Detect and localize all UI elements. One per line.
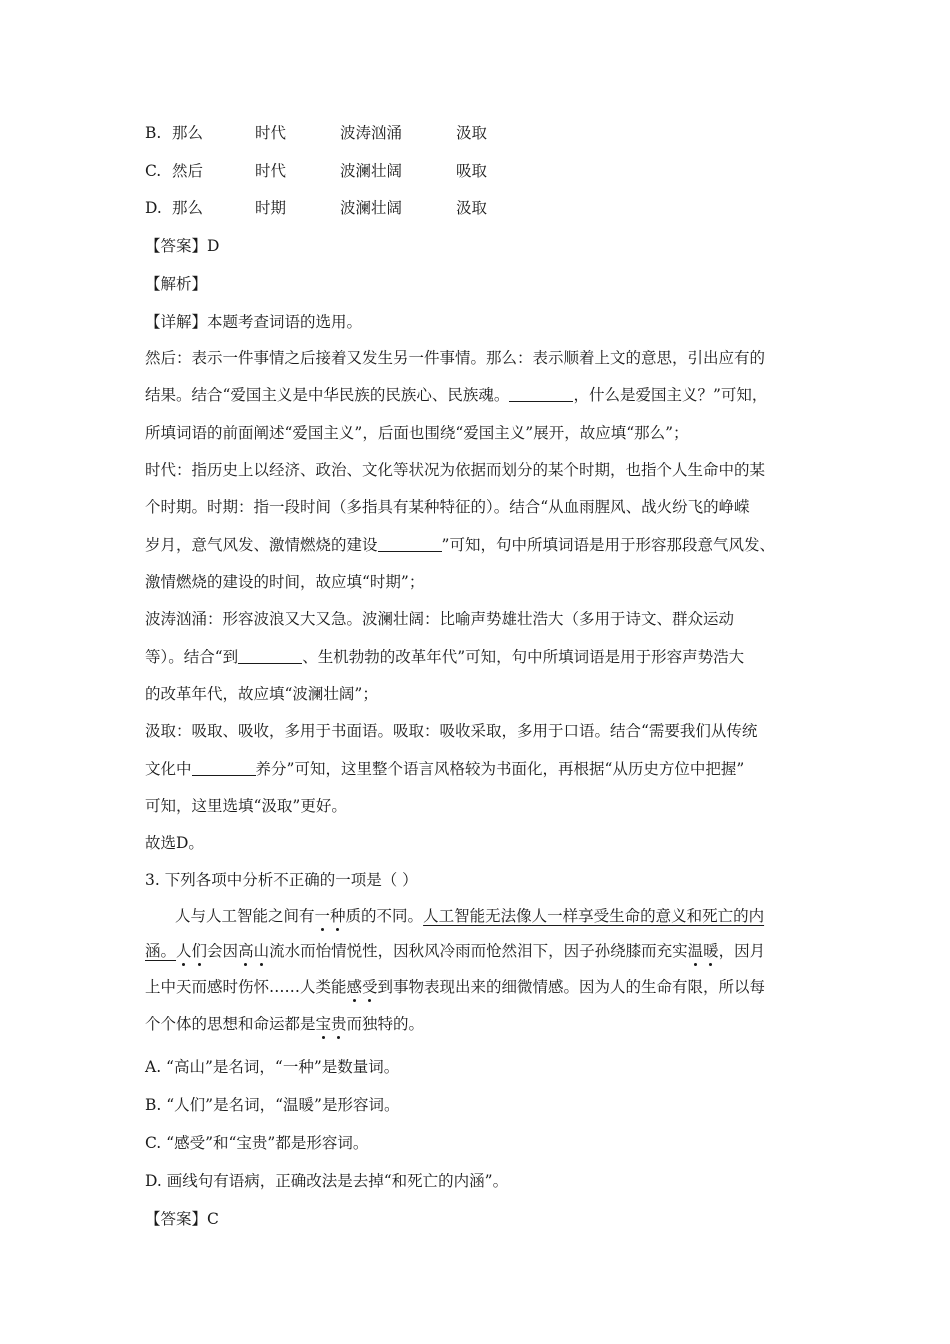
- text-span: 、生机勃勃的改革年代”可知，句中所填词语是用于形容声势浩大: [302, 648, 745, 666]
- dotted-char: 一: [314, 907, 331, 925]
- dotted-char: 山: [253, 942, 270, 960]
- analysis-label: 【解析】: [145, 275, 208, 293]
- text-span: 到事物表现出来的细微情感。因为人的生命有限，所以每: [377, 978, 766, 996]
- dotted-char: 宝: [315, 1015, 332, 1033]
- dotted-char: 人: [176, 942, 192, 960]
- option-word: 波澜壮阔: [340, 199, 403, 217]
- detail-heading: 【详解】本题考查词语的选用。: [145, 313, 363, 331]
- analysis-text: 个时期。时期：指一段时间（多指具有某种特征的）。结合“从血雨腥风、战火纷飞的峥嵘: [145, 498, 750, 516]
- fill-blank: [509, 387, 573, 402]
- analysis-text: 可知，这里选填“汲取”更好。: [145, 797, 347, 815]
- text-span: 上中天而感时伤怀……人类能: [145, 978, 347, 996]
- fill-blank: [238, 649, 302, 664]
- option-word: 那么: [172, 199, 204, 217]
- analysis-text: 汲取：吸取、吸收，多用于书面语。吸取：吸收采取，多用于口语。结合“需要我们从传统: [145, 722, 758, 740]
- option-letter: C.: [145, 162, 162, 180]
- analysis-text: [145, 647, 815, 667]
- dotted-char: 温: [687, 942, 704, 960]
- dotted-char: 种: [330, 907, 346, 925]
- option-d: D. 画线句有语病，正确改法是去掉“和死亡的内涵”。: [145, 1172, 509, 1190]
- option-b-row: [145, 123, 815, 143]
- dotted-char: 受: [362, 978, 378, 996]
- text-span: 养分”可知，这里整个语言风格较为书面化，再根据“从历史方位中把握”: [255, 760, 745, 778]
- analysis-text: 所填词语的前面阐述“爱国主义”，后面也围绕“爱国主义”展开，故应填“那么”；: [145, 424, 689, 442]
- option-word: 时期: [255, 199, 287, 217]
- option-letter: B.: [145, 124, 162, 142]
- option-word: 然后: [172, 162, 204, 180]
- text-span: 质的不同。: [345, 907, 424, 925]
- text-span: ，因月: [718, 942, 766, 960]
- fill-blank: [192, 761, 256, 776]
- dotted-char: 高: [238, 942, 254, 960]
- analysis-text: 波涛汹涌：形容波浪又大又急。波澜壮阔：比喻声势雄壮浩大（多用于诗文、群众运动: [145, 610, 735, 628]
- option-word: 波涛汹涌: [340, 124, 403, 142]
- option-word: 吸取: [456, 162, 488, 180]
- passage-line: [145, 1014, 815, 1034]
- analysis-text: 然后：表示一件事情之后接着又发生另一件事情。那么：表示顺着上文的意思，引出应有的: [145, 349, 766, 367]
- text-span: 等）。结合“到: [145, 648, 239, 666]
- option-c: C. “感受”和“宝贵”都是形容词。: [145, 1134, 369, 1152]
- underlined-sentence: 人工智能无法像人一样享受生命的意义和死亡的内: [423, 907, 765, 925]
- passage-line: [145, 977, 815, 997]
- text-span: 流水而怡情悦性，因秋风冷雨而怆然泪下，因子孙绕膝而充实: [269, 942, 688, 960]
- option-letter: D.: [145, 199, 162, 217]
- passage-line: [145, 941, 815, 961]
- text-span: 结果。结合“爱国主义是中华民族的民族心、民族魂。: [145, 386, 510, 404]
- analysis-text: [145, 535, 815, 555]
- option-word: 那么: [172, 124, 204, 142]
- dotted-char: 感: [346, 978, 363, 996]
- answer-label: 【答案】C: [145, 1210, 219, 1228]
- option-word: 汲取: [456, 199, 488, 217]
- dotted-char: 贵: [331, 1015, 347, 1033]
- option-word: 时代: [255, 162, 287, 180]
- option-d-row: [145, 198, 815, 218]
- dotted-char: 们: [191, 942, 208, 960]
- passage-line: [175, 906, 815, 926]
- text-span: 个个体的思想和命运都是: [145, 1015, 316, 1033]
- text-span: 而独特的。: [346, 1015, 425, 1033]
- answer-label: 【答案】D: [145, 237, 220, 255]
- analysis-text: 激情燃烧的建设的时间，故应填“时期”；: [145, 573, 425, 591]
- analysis-text: 时代：指历史上以经济、政治、文化等状况为依据而划分的某个时期，也指个人生命中的某: [145, 461, 766, 479]
- analysis-text: [145, 385, 815, 405]
- underlined-sentence: 涵。: [145, 942, 177, 960]
- text-span: 文化中: [145, 760, 192, 778]
- option-word: 汲取: [456, 124, 488, 142]
- option-b: B. “人们”是名词，“温暖”是形容词。: [145, 1096, 400, 1114]
- dotted-char: 暖: [703, 942, 719, 960]
- text-span: 人与人工智能之间有: [175, 907, 315, 925]
- text-span: ，什么是爱国主义？”可知，: [573, 386, 768, 404]
- option-word: 波澜壮阔: [340, 162, 403, 180]
- text-span: ”可知，句中所填词语是用于形容那段意气风发、: [441, 536, 775, 554]
- option-word: 时代: [255, 124, 287, 142]
- fill-blank: [378, 537, 442, 552]
- analysis-text: [145, 759, 815, 779]
- option-a: A. “高山”是名词，“一种”是数量词。: [145, 1058, 400, 1076]
- option-c-row: [145, 161, 815, 181]
- analysis-text: 的改革年代，故应填“波澜壮阔”；: [145, 685, 378, 703]
- conclusion: 故选D。: [145, 834, 204, 852]
- text-span: 岁月，意气风发、激情燃烧的建设: [145, 536, 378, 554]
- question-stem: 3. 下列各项中分析不正确的一项是（ ）: [145, 871, 418, 889]
- text-span: 会因: [207, 942, 239, 960]
